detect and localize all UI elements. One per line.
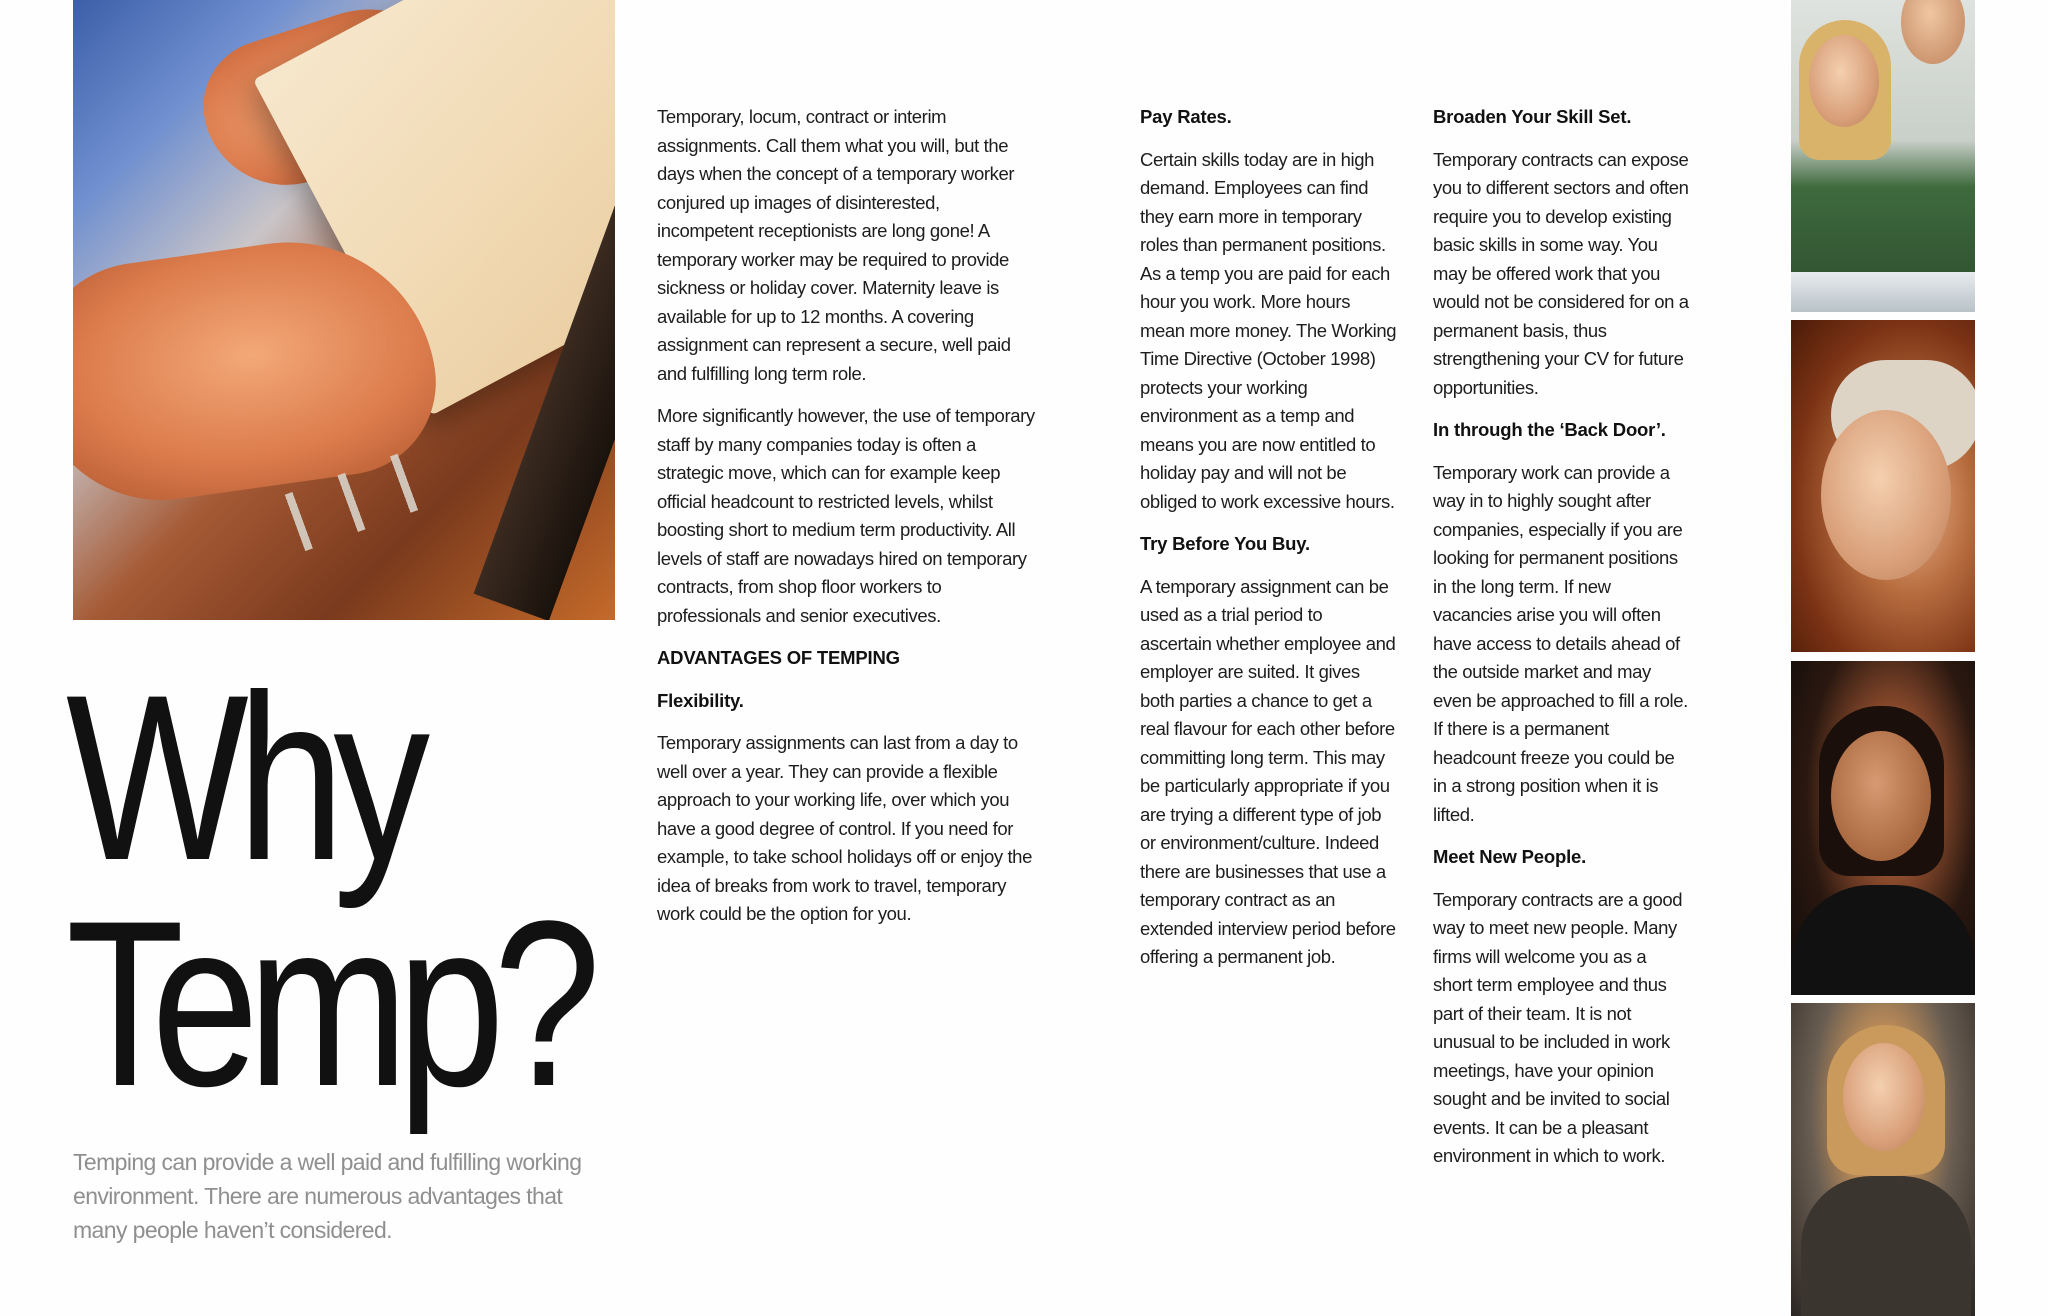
paragraph: Temporary work can provide a way in to highly sought after companies, especially if you are looking for permanent positions in the long term. If new vacancies arise you will often have access to details ahead of the outside market and may even be approached to fill a role. If there is a permanent headcount freeze you could be in a strong position when it is lifted. <box>1433 461 1688 825</box>
paragraph: Certain skills today are in high demand. Employees can find they earn more in temporary roles than permanent positions. As a temp you are paid for each hour you work. More hours mean more money. The Working Time Directive (October 1998) protects your working environment as a temp and means you are now entitled to holiday pay and will not be obliged to work excessive hours. <box>1140 148 1397 512</box>
article-column-2 <box>1140 103 1398 986</box>
photo-woman-headset <box>1791 661 1975 995</box>
photo-office-workers <box>1791 0 1975 312</box>
hero-photo-notebook <box>73 0 615 620</box>
subheading-pay-rates: Pay Rates. <box>1140 106 1232 127</box>
paragraph: Temporary assignments can last from a day to well over a year. They can provide a flexible approach to your working life, over which you have a good degree of control. If you need for example, to take school holidays off or enjoy the idea of breaks from work to travel, temporary work could be the option for you. <box>657 732 1032 924</box>
paragraph: Temporary contracts can expose you to different sectors and often require you to develop existing basic skills in some way. You may be offered work that you would not be considered for on a permanent basis, thus strengthening your CV for future opportunities. <box>1433 148 1689 398</box>
headline <box>66 646 590 1136</box>
article-column-1 <box>657 103 1035 943</box>
subheading-skill-set: Broaden Your Skill Set. <box>1433 106 1632 127</box>
headline-line-2: Temp? <box>66 872 590 1136</box>
section-heading: ADVANTAGES OF TEMPING <box>657 647 900 668</box>
paragraph: More significantly however, the use of temporary staff by many companies today is often a strategic move, which can for example keep official headcount to restricted levels, whilst boosting short to medium term productivity. All levels of staff are nowadays hired on temporary contracts, from shop floor workers to professionals and senior executives. <box>657 405 1035 626</box>
paragraph: Temporary contracts are a good way to meet new people. Many firms will welcome you as a short term employee and thus part of their team. It is not unusual to be included in work meetings, have your opinion sought and be invited to social events. It can be a pleasant environment in which to work. <box>1433 888 1683 1166</box>
paragraph: A temporary assignment can be used as a trial period to ascertain whether employee and employer are suited. It gives both parties a chance to get a real flavour for each other before committing long term. This may be particularly appropriate if you are trying a different type of job or environment/culture. Indeed there are businesses that use a temporary contract as an extended interview period before offering a permanent job. <box>1140 575 1396 967</box>
subheading-meet-new-people: Meet New People. <box>1433 846 1587 867</box>
subheading-flexibility: Flexibility. <box>657 689 744 711</box>
photo-older-woman <box>1791 320 1975 652</box>
photo-businesswoman <box>1791 1003 1975 1316</box>
article-column-3 <box>1433 103 1689 1185</box>
intro-text: Temping can provide a well paid and fulfilling working environment. There are numerous advantages that many people haven’t considered. <box>73 1149 582 1243</box>
subheading-back-door: In through the ‘Back Door’. <box>1433 419 1666 440</box>
subheading-try-before-you-buy: Try Before You Buy. <box>1140 533 1310 554</box>
paragraph: Temporary, locum, contract or interim assignments. Call them what you will, but the days when the concept of a temporary worker conjured up images of disinterested, incompetent receptionists are long gone! A temporary worker may be required to provide sickness or holiday cover. Maternity leave is available for up to 12 months. A covering assignment can represent a secure, well paid and fulfilling long term role. <box>657 106 1015 384</box>
headline-line-1: Why <box>66 646 419 910</box>
